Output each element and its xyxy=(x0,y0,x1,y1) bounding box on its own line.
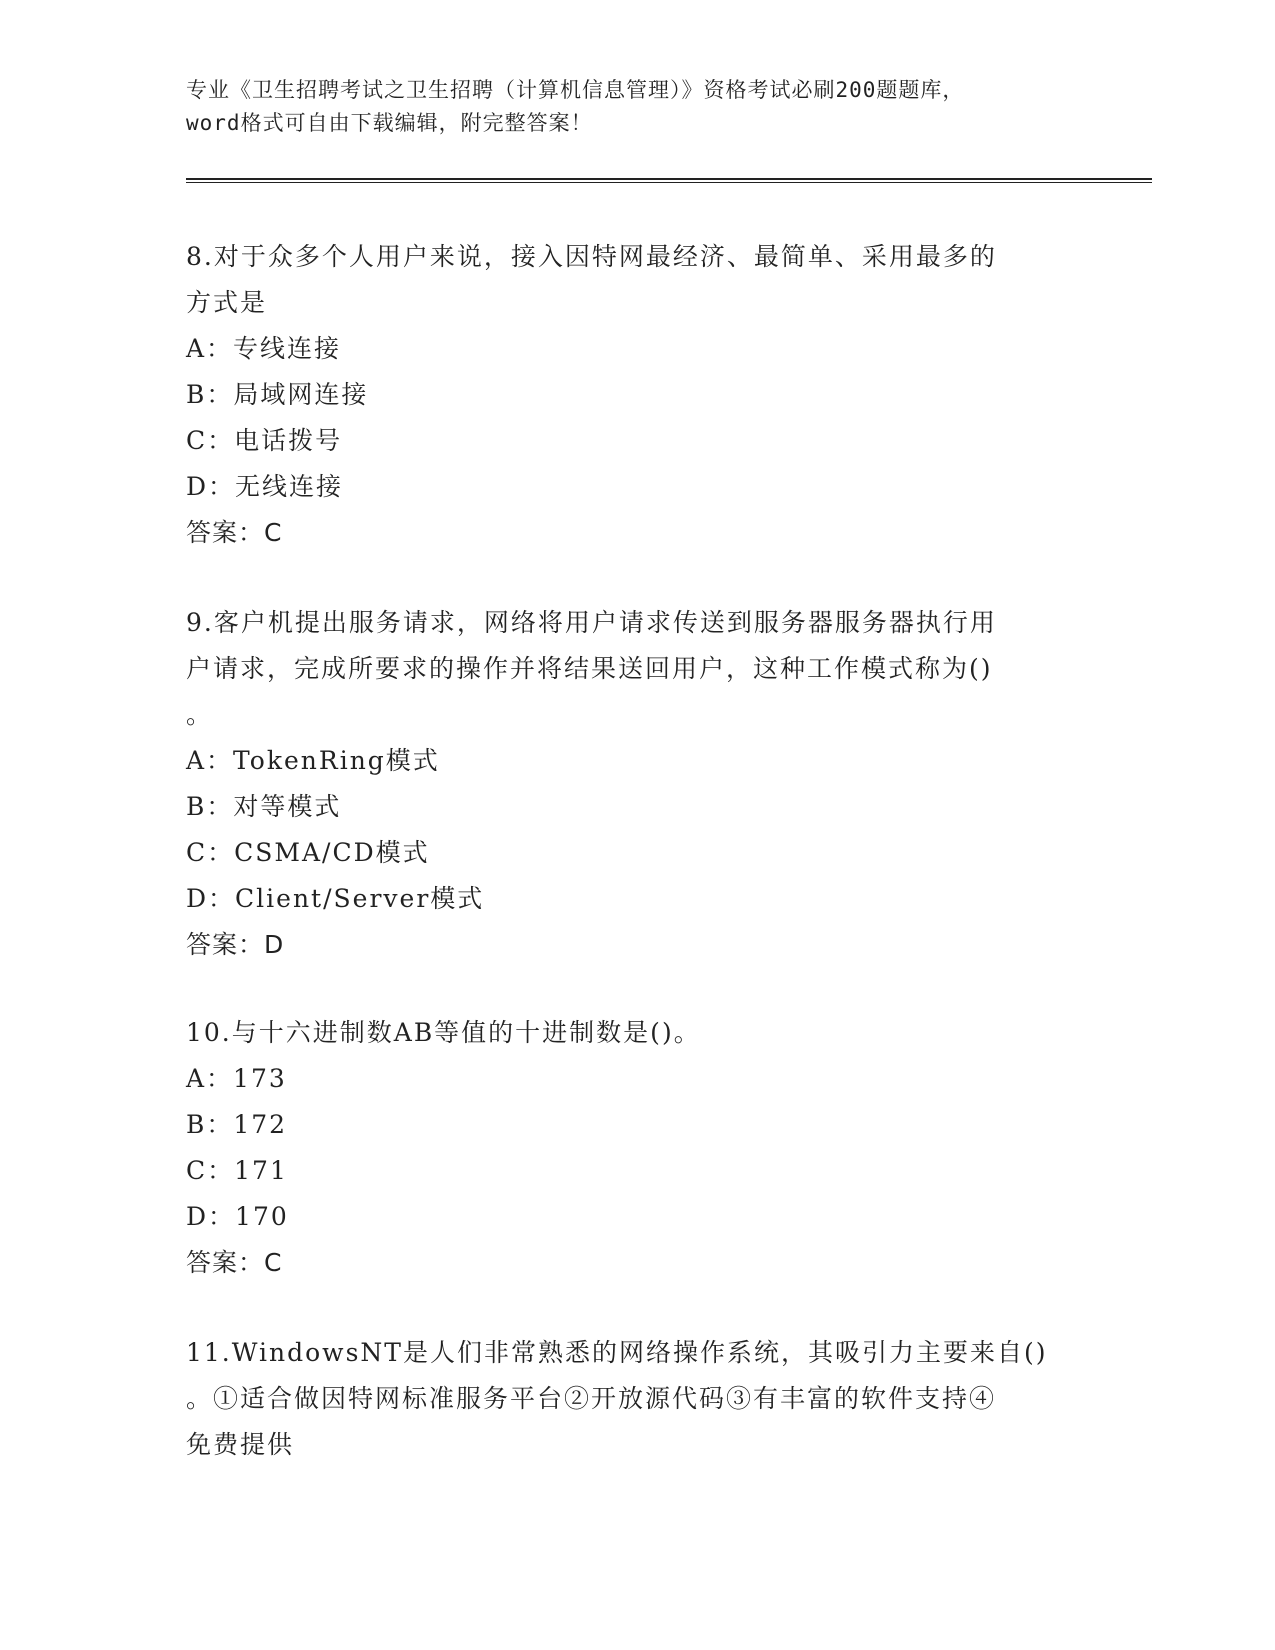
option-c: C：171 xyxy=(186,1156,288,1185)
question-10 xyxy=(186,1010,1066,1286)
option-b: B：172 xyxy=(186,1110,288,1139)
option-a: A：TokenRing模式 xyxy=(186,746,440,775)
question-text-line: 11.WindowsNT是人们非常熟悉的网络操作系统，其吸引力主要来自() xyxy=(186,1338,1048,1367)
question-9 xyxy=(186,600,1066,968)
option-b: B：对等模式 xyxy=(186,792,342,821)
question-11 xyxy=(186,1330,1066,1468)
option-c: C：电话拨号 xyxy=(186,426,343,455)
option-a: A：专线连接 xyxy=(186,334,342,363)
question-text-line: 方式是 xyxy=(186,288,268,317)
header-divider xyxy=(186,178,1152,183)
option-d: D：170 xyxy=(186,1202,289,1231)
option-b: B：局域网连接 xyxy=(186,380,369,409)
document-header xyxy=(186,74,1066,140)
question-8 xyxy=(186,234,1066,556)
question-text-line: 免费提供 xyxy=(186,1430,295,1459)
option-a: A：173 xyxy=(186,1064,287,1093)
answer-text: 答案：C xyxy=(186,518,283,547)
header-title-line-2: word格式可自由下载编辑，附完整答案！ xyxy=(186,111,593,135)
answer-text: 答案：C xyxy=(186,1248,283,1277)
question-text-line: 。①适合做因特网标准服务平台②开放源代码③有丰富的软件支持④ xyxy=(186,1384,997,1413)
header-title-line-1: 专业《卫生招聘考试之卫生招聘（计算机信息管理）》资格考试必刷200题题库， xyxy=(186,78,965,102)
question-text-line: 9.客户机提出服务请求，网络将用户请求传送到服务器服务器执行用 xyxy=(186,608,997,637)
option-d: D：无线连接 xyxy=(186,472,344,501)
option-d: D：Client/Server模式 xyxy=(186,884,485,913)
question-text-line: 10.与十六进制数AB等值的十进制数是()。 xyxy=(186,1018,701,1047)
answer-text: 答案：D xyxy=(186,930,285,959)
question-text-line: 8.对于众多个人用户来说，接入因特网最经济、最简单、采用最多的 xyxy=(186,242,997,271)
option-c: C：CSMA/CD模式 xyxy=(186,838,430,867)
question-text-line: 。 xyxy=(186,700,214,729)
question-text-line: 户请求，完成所要求的操作并将结果送回用户，这种工作模式称为() xyxy=(186,654,993,683)
